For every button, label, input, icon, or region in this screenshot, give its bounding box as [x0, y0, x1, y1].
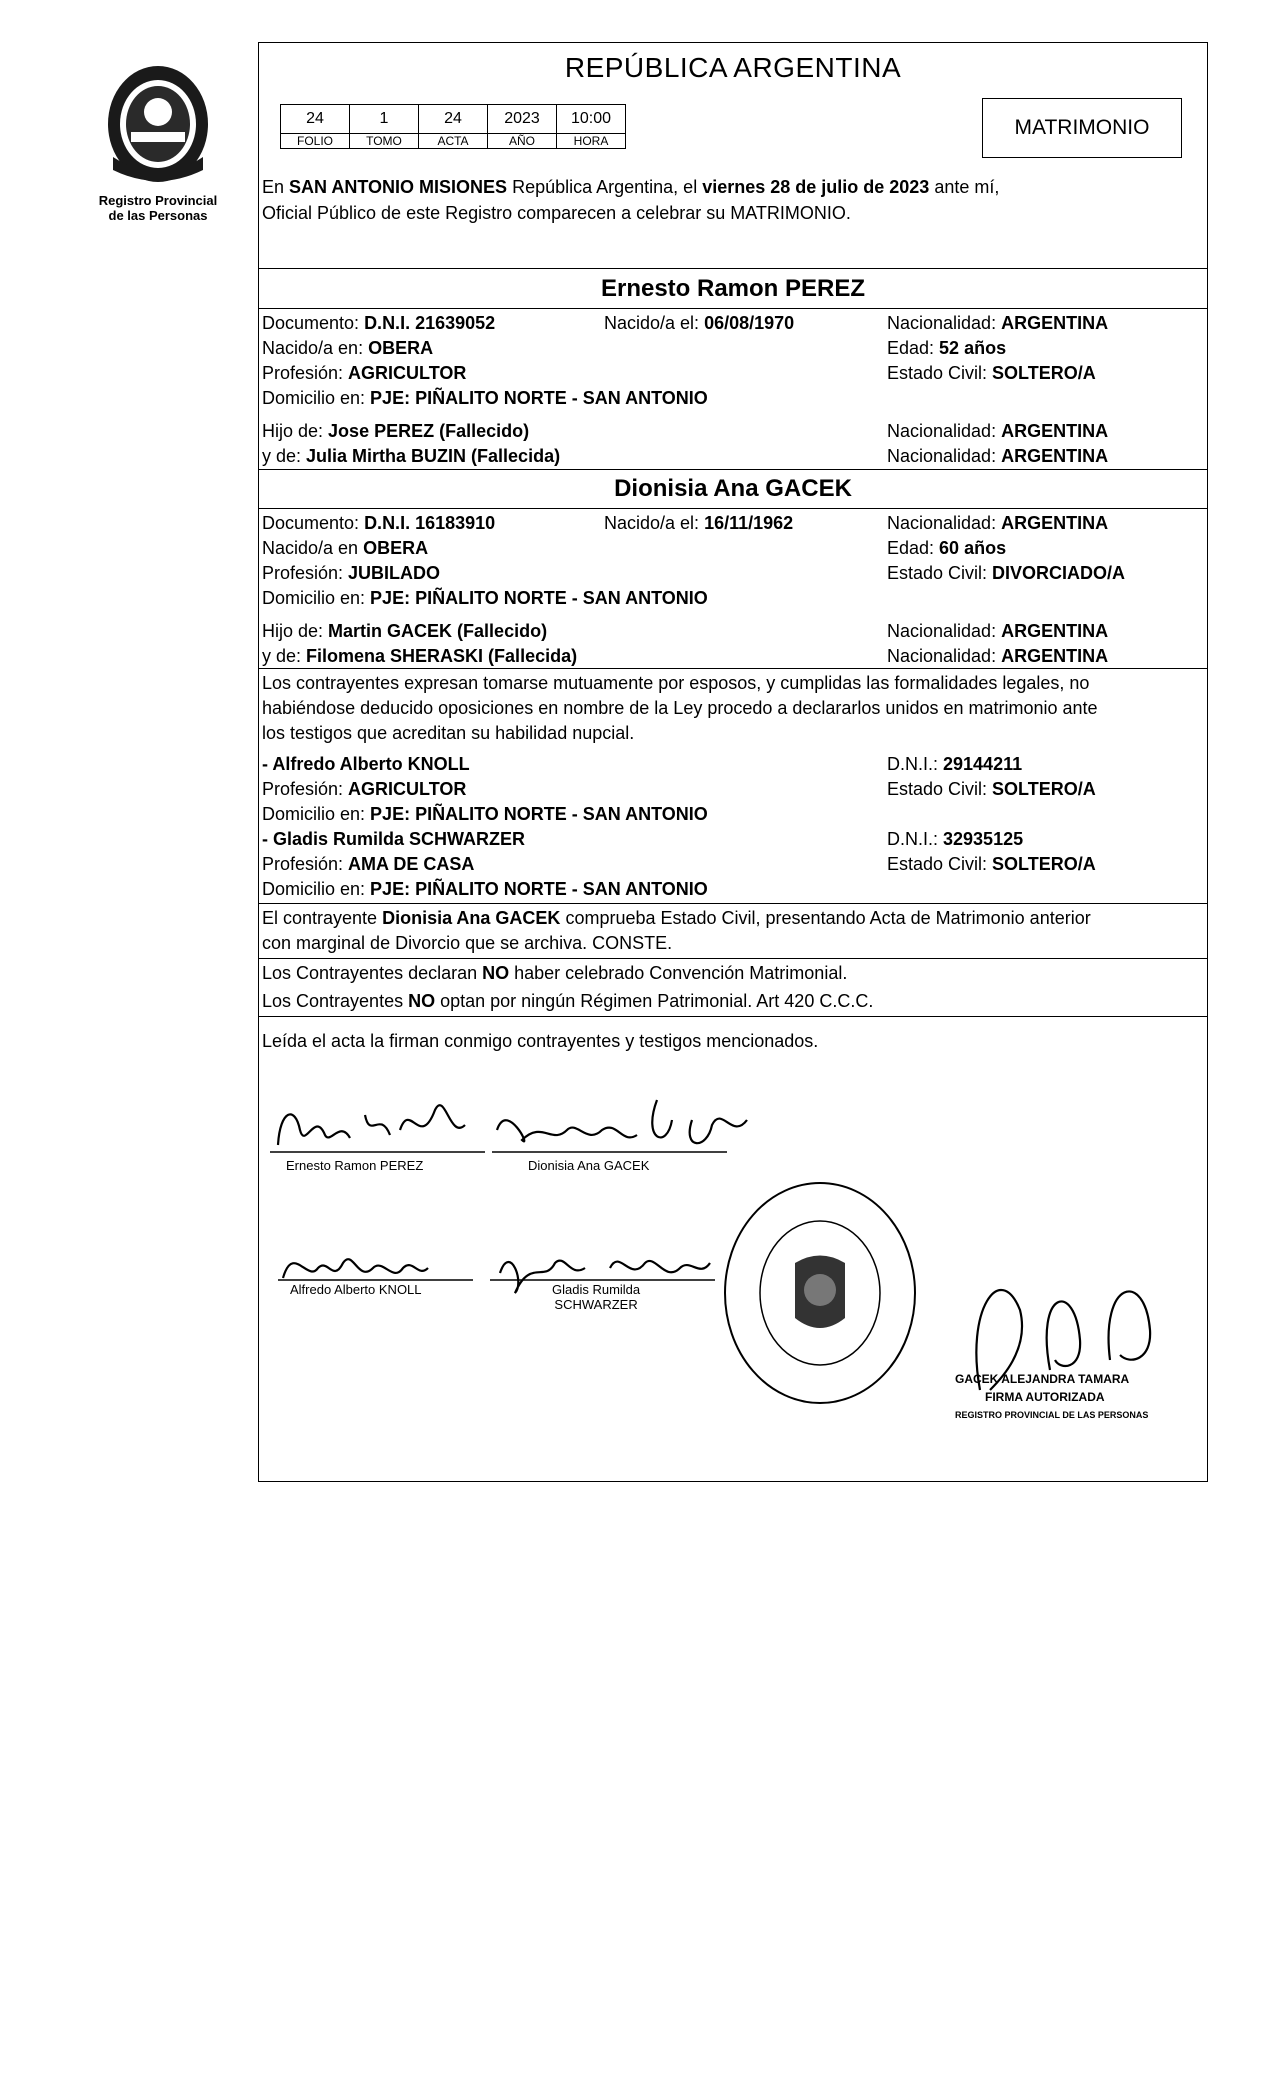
official-seal [720, 1178, 920, 1408]
divider [258, 308, 1208, 309]
bride-signature [492, 1090, 762, 1160]
groom-birthplace: Nacido/a en: OBERA [262, 338, 434, 358]
witness2-name: - Gladis Rumilda SCHWARZER [262, 829, 526, 849]
divider [258, 469, 1208, 470]
witness1-name: - Alfredo Alberto KNOLL [262, 754, 470, 774]
intro-text: República Argentina, el [507, 177, 703, 197]
acta-value: 24 [419, 105, 488, 134]
bride-father: Hijo de: Martin GACEK (Fallecido) [262, 621, 548, 641]
divider [258, 1016, 1208, 1017]
divider [258, 958, 1208, 959]
bride-father-nationality: Nacionalidad: ARGENTINA [887, 621, 1109, 641]
page-title: REPÚBLICA ARGENTINA [564, 52, 902, 83]
note-line-1: El contrayente Dionisia Ana GACEK comprueba Estado Civil, presentando Acta de Matrimonio anterior [262, 908, 1091, 928]
groom-age: Edad: 52 años [887, 338, 1007, 358]
witness2-dni: D.N.I.: 32935125 [887, 829, 1024, 849]
intro-line-1 [262, 176, 999, 198]
convention-line-2: Los Contrayentes NO optan por ningún Régimen Patrimonial. Art 420 C.C.C. [262, 991, 874, 1011]
province-emblem-icon [103, 62, 213, 187]
groom-signature-label: Ernesto Ramon PEREZ [286, 1158, 424, 1173]
divider [258, 903, 1208, 904]
acta-label: ACTA [419, 134, 488, 149]
groom-father: Hijo de: Jose PEREZ (Fallecido) [262, 421, 530, 441]
registry-logo [78, 62, 238, 223]
bride-mother: y de: Filomena SHERASKI (Fallecida) [262, 646, 578, 666]
witness1-dni: D.N.I.: 29144211 [887, 754, 1023, 774]
witness1-civil-status: Estado Civil: SOLTERO/A [887, 779, 1096, 799]
convention-line-1: Los Contrayentes declaran NO haber celebrado Convención Matrimonial. [262, 963, 848, 983]
groom-nationality: Nacionalidad: ARGENTINA [887, 313, 1109, 333]
intro-text: ante mí, [929, 177, 1000, 197]
witness2-civil-status: Estado Civil: SOLTERO/A [887, 854, 1096, 874]
bride-profession: Profesión: JUBILADO [262, 563, 441, 583]
groom-signature [270, 1090, 490, 1160]
intro-line-2: Oficial Público de este Registro comparecen a celebrar su MATRIMONIO. [262, 203, 851, 223]
bride-nationality: Nacionalidad: ARGENTINA [887, 513, 1109, 533]
divider [258, 508, 1208, 509]
declaration-line-1: Los contrayentes expresan tomarse mutuamente por esposos, y cumplidas las formalidades legales, no [262, 673, 1090, 693]
registration-table [280, 104, 626, 149]
record-type: MATRIMONIO [982, 98, 1182, 158]
divider [258, 268, 1208, 269]
bride-signature-label: Dionisia Ana GACEK [528, 1158, 650, 1173]
divider [258, 668, 1208, 669]
witness2-profession: Profesión: AMA DE CASA [262, 854, 475, 874]
tomo-value: 1 [350, 105, 419, 134]
year-value: 2023 [488, 105, 557, 134]
closing-text: Leída el acta la firman conmigo contrayentes y testigos mencionados. [262, 1031, 819, 1051]
groom-name: Ernesto Ramon PEREZ [600, 275, 866, 302]
witness1-signature [278, 1238, 478, 1288]
folio-value: 24 [281, 105, 350, 134]
groom-civil-status: Estado Civil: SOLTERO/A [887, 363, 1096, 383]
witness1-signature-label: Alfredo Alberto KNOLL [290, 1282, 422, 1297]
intro-text: En [262, 177, 290, 197]
groom-mother: y de: Julia Mirtha BUZIN (Fallecida) [262, 446, 561, 466]
official-stamp-text: GACEK ALEJANDRA TAMARA FIRMA AUTORIZADA REGISTRO PROVINCIAL DE LAS PERSONAS [955, 1372, 1149, 1420]
bride-birthplace: Nacido/a en OBERA [262, 538, 429, 558]
hour-value: 10:00 [557, 105, 626, 134]
groom-address: Domicilio en: PJE: PIÑALITO NORTE - SAN ANTONIO [262, 388, 708, 408]
groom-birthdate: Nacido/a el: 06/08/1970 [604, 313, 795, 333]
bride-civil-status: Estado Civil: DIVORCIADO/A [887, 563, 1126, 583]
intro-date: viernes 28 de julio de 2023 [702, 177, 930, 197]
bride-birthdate: Nacido/a el: 16/11/1962 [604, 513, 794, 533]
witness1-profession: Profesión: AGRICULTOR [262, 779, 467, 799]
witness1-address: Domicilio en: PJE: PIÑALITO NORTE - SAN ANTONIO [262, 804, 708, 824]
groom-document: Documento: D.N.I. 21639052 [262, 313, 496, 333]
note-line-2: con marginal de Divorcio que se archiva. CONSTE. [262, 933, 673, 953]
folio-label: FOLIO [281, 134, 350, 149]
logo-caption-2: de las Personas [108, 208, 208, 223]
groom-profession: Profesión: AGRICULTOR [262, 363, 467, 383]
tomo-label: TOMO [350, 134, 419, 149]
groom-mother-nationality: Nacionalidad: ARGENTINA [887, 446, 1109, 466]
hour-label: HORA [557, 134, 626, 149]
bride-age: Edad: 60 años [887, 538, 1007, 558]
year-label: AÑO [488, 134, 557, 149]
witness2-signature-label: Gladis Rumilda SCHWARZER [552, 1282, 641, 1312]
declaration-line-2: habiéndose deducido oposiciones en nombre de la Ley procedo a declararlos unidos en matrimonio ante [262, 698, 1098, 718]
bride-address: Domicilio en: PJE: PIÑALITO NORTE - SAN ANTONIO [262, 588, 708, 608]
declaration-line-3: los testigos que acreditan su habilidad nupcial. [262, 723, 635, 743]
witness2-address: Domicilio en: PJE: PIÑALITO NORTE - SAN ANTONIO [262, 879, 708, 899]
groom-father-nationality: Nacionalidad: ARGENTINA [887, 421, 1109, 441]
bride-name: Dionisia Ana GACEK [614, 475, 852, 502]
intro-place: SAN ANTONIO MISIONES [289, 177, 508, 197]
bride-document: Documento: D.N.I. 16183910 [262, 513, 496, 533]
bride-mother-nationality: Nacionalidad: ARGENTINA [887, 646, 1109, 666]
logo-caption-1: Registro Provincial [98, 193, 218, 208]
